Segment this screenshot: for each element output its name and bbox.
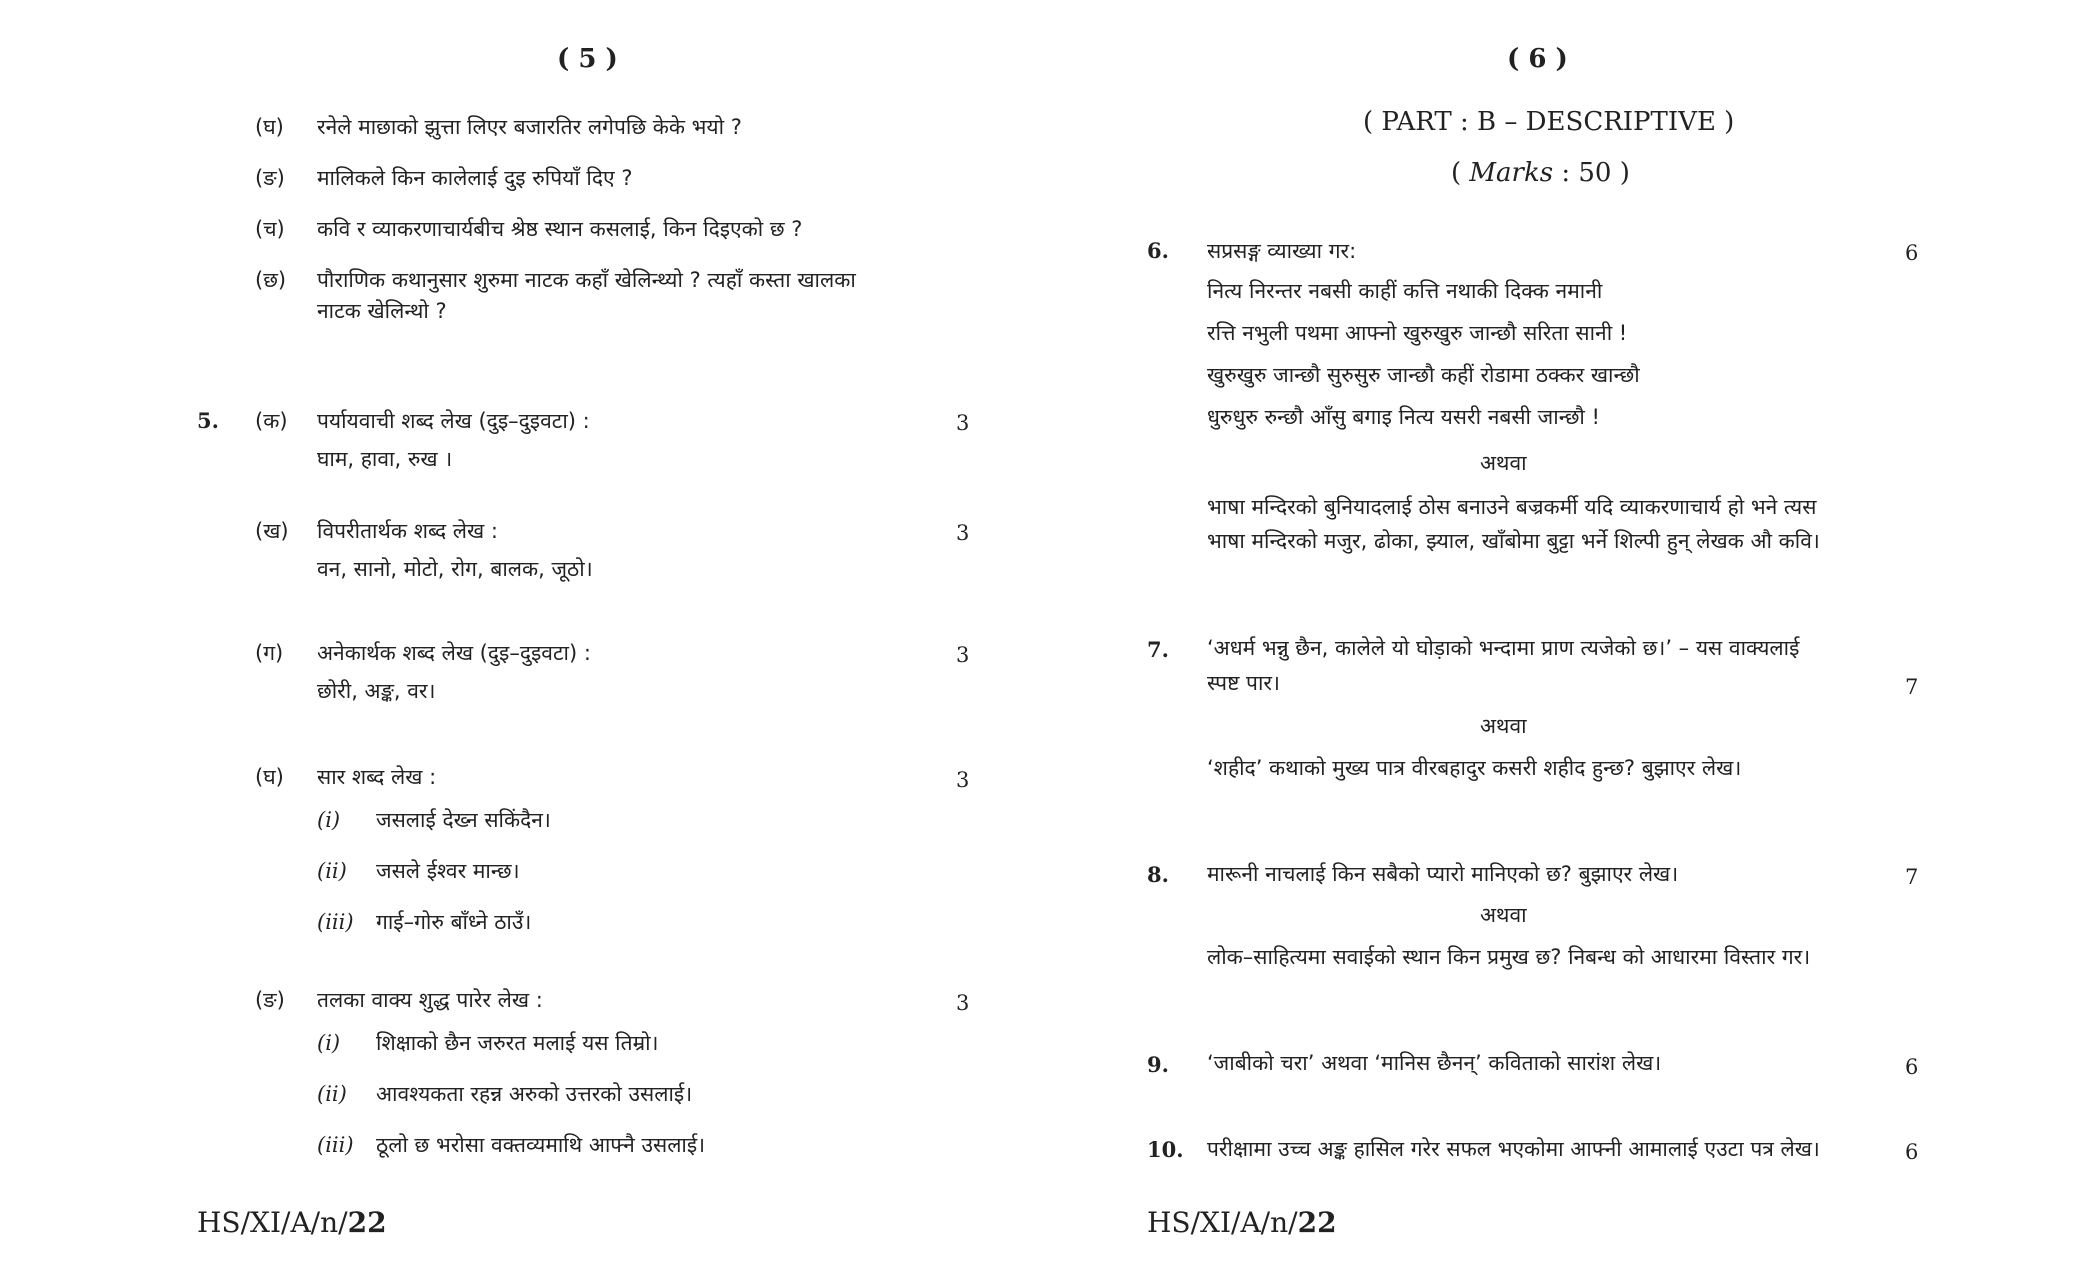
q5-gha-item-text: गाई–गोरु बाँध्ने ठाउँ। xyxy=(376,910,532,934)
q5-nga-item-text: आवश्यकता रहन्न अरुको उत्तरको उसलाई। xyxy=(376,1082,693,1106)
marks-word: Marks xyxy=(1469,158,1554,188)
q8-alt: लोक–साहित्यमा सवाईको स्थान किन प्रमुख छ? निबन्ध को आधारमा विस्तार गर। xyxy=(1207,945,1811,969)
q5-nga-item-number: (ii) xyxy=(317,1082,347,1106)
q6-poem-line: धुरुधुरु रुन्छौ आँसु बगाइ नित्य यसरी नबसी जान्छौ ! xyxy=(1207,405,1600,429)
marks-heading xyxy=(1451,157,1630,190)
q5-nga-text: तलका वाक्य शुद्ध पारेर लेख : xyxy=(317,988,543,1012)
q9-marks: 6 xyxy=(1905,1055,1919,1079)
q5-nga-item-number: (i) xyxy=(317,1031,341,1055)
q5-nga-label: (ङ) xyxy=(255,988,285,1012)
q5-ka-words: घाम, हावा, रुख । xyxy=(317,447,453,471)
q5-gha-item-number: (iii) xyxy=(317,910,354,934)
q7-or: अथवा xyxy=(1480,714,1527,738)
q7-text: ‘अधर्म भन्नु छैन, कालेले यो घोड़ाको भन्दामा प्राण त्यजेको छ।’ – यस वाक्यलाई xyxy=(1207,636,1800,660)
q6-or: अथवा xyxy=(1480,451,1527,475)
q4-item-text: रनेले माछाको झुत्ता लिएर बजारतिर लगेपछि केके भयो ? xyxy=(317,115,742,139)
q5-ga-text: अनेकार्थक शब्द लेख (दुइ–दुइवटा) : xyxy=(317,641,591,665)
footer-year: 22 xyxy=(347,1206,387,1239)
q5-gha-text: सार शब्द लेख : xyxy=(317,765,437,789)
q5-ga-label: (ग) xyxy=(255,641,284,665)
q5-gha-marks: 3 xyxy=(956,768,970,792)
q5-kha-marks: 3 xyxy=(956,521,970,545)
q10-text: परीक्षामा उच्च अङ्क हासिल गरेर सफल भएकोमा आफ्नी आमालाई एउटा पत्र लेख। xyxy=(1207,1137,1820,1161)
question-number-5: 5. xyxy=(197,408,219,433)
q7-text-continued: स्पष्ट पार। xyxy=(1207,671,1280,695)
question-number-10: 10. xyxy=(1147,1137,1184,1162)
q6-alt-line: भाषा मन्दिरको बुनियादलाई ठोस बनाउने बज्रकर्मी यदि व्याकरणाचार्य हो भने त्यस xyxy=(1207,495,1817,519)
q5-gha-item-text: जसले ईश्वर मान्छ। xyxy=(376,859,520,883)
footer-code-right xyxy=(1147,1205,1337,1240)
page-number-left: ( 5 ) xyxy=(557,44,618,74)
q6-poem-line: रत्ति नभुली पथमा आफ्नो खुरुखुरु जान्छौ सरिता सानी ! xyxy=(1207,321,1628,345)
q5-gha-label: (घ) xyxy=(255,765,284,789)
q4-item-text: पौराणिक कथानुसार शुरुमा नाटक कहाँ खेलिन्थ्यो ? त्यहाँ कस्ता खालका xyxy=(317,268,856,292)
q6-marks: 6 xyxy=(1905,241,1919,265)
q5-gha-item-text: जसलाई देख्न सकिंदैन। xyxy=(376,808,551,832)
page-number-right: ( 6 ) xyxy=(1507,44,1568,74)
footer-code: HS/XI/A/n/ xyxy=(1147,1206,1298,1239)
q6-poem-line: खुरुखुरु जान्छौ सुरुसुरु जान्छौ कहीं रोडामा ठक्कर खान्छौ xyxy=(1207,363,1640,387)
question-number-7: 7. xyxy=(1147,637,1169,662)
q6-text: सप्रसङ्ग व्याख्या गर: xyxy=(1207,239,1357,263)
q4-item-text-continued: नाटक खेलिन्थो ? xyxy=(317,299,447,323)
q8-marks: 7 xyxy=(1905,865,1919,889)
question-number-6: 6. xyxy=(1147,238,1169,263)
q5-kha-text: विपरीतार्थक शब्द लेख : xyxy=(317,519,498,543)
q5-ga-marks: 3 xyxy=(956,643,970,667)
footer-code-left xyxy=(197,1205,387,1240)
q4-item-label: (ङ) xyxy=(255,166,285,190)
q8-text: मारूनी नाचलाई किन सबैको प्यारो मानिएको छ? बुझाएर लेख। xyxy=(1207,862,1679,886)
q5-gha-item-number: (i) xyxy=(317,808,341,832)
q5-kha-label: (ख) xyxy=(255,519,289,543)
q5-gha-item-number: (ii) xyxy=(317,859,347,883)
marks-rest: : 50 ) xyxy=(1553,158,1630,188)
q5-ga-words: छोरी, अङ्क, वर। xyxy=(317,679,436,703)
q7-marks: 7 xyxy=(1905,675,1919,699)
footer-code: HS/XI/A/n/ xyxy=(197,1206,348,1239)
q4-item-label: (छ) xyxy=(255,268,287,292)
q4-item-text: कवि र व्याकरणाचार्यबीच श्रेष्ठ स्थान कसलाई, किन दिइएको छ ? xyxy=(317,217,803,241)
q6-alt-line: भाषा मन्दिरको मजुर, ढोका, झ्याल, खाँबोमा बुट्टा भर्ने शिल्पी हुन् लेखक औ कवि। xyxy=(1207,529,1820,553)
question-number-9: 9. xyxy=(1147,1052,1169,1077)
q5-nga-item-number: (iii) xyxy=(317,1133,354,1157)
q7-alt: ‘शहीद’ कथाको मुख्य पात्र वीरबहादुर कसरी शहीद हुन्छ? बुझाएर लेख। xyxy=(1207,756,1742,780)
q5-nga-item-text: ठूलो छ भरोसा वक्तव्यमाथि आफ्नै उसलाई। xyxy=(376,1133,706,1157)
footer-year: 22 xyxy=(1297,1206,1337,1239)
q5-ka-text: पर्यायवाची शब्द लेख (दुइ–दुइवटा) : xyxy=(317,409,590,433)
q8-or: अथवा xyxy=(1480,903,1527,927)
q10-marks: 6 xyxy=(1905,1140,1919,1164)
q5-nga-item-text: शिक्षाको छैन जरुरत मलाई यस तिम्रो। xyxy=(376,1031,659,1055)
q9-text: ‘जाबीको चरा’ अथवा ‘मानिस छैनन्’ कविताको सारांश लेख। xyxy=(1207,1051,1662,1075)
q4-item-label: (च) xyxy=(255,217,285,241)
question-number-8: 8. xyxy=(1147,862,1169,887)
q4-item-label: (घ) xyxy=(255,115,284,139)
q6-poem-line: नित्य निरन्तर नबसी काहीं कत्ति नथाकी दिक्क नमानी xyxy=(1207,279,1603,303)
q5-ka-label: (क) xyxy=(255,409,288,433)
q4-item-text: मालिकले किन कालेलाई दुइ रुपियाँ दिए ? xyxy=(317,166,633,190)
marks-open: ( xyxy=(1451,158,1470,188)
q5-nga-marks: 3 xyxy=(956,991,970,1015)
q5-ka-marks: 3 xyxy=(956,411,970,435)
q5-kha-words: वन, सानो, मोटो, रोग, बालक, जूठो। xyxy=(317,557,593,581)
part-heading: ( PART : B – DESCRIPTIVE ) xyxy=(1363,107,1735,137)
